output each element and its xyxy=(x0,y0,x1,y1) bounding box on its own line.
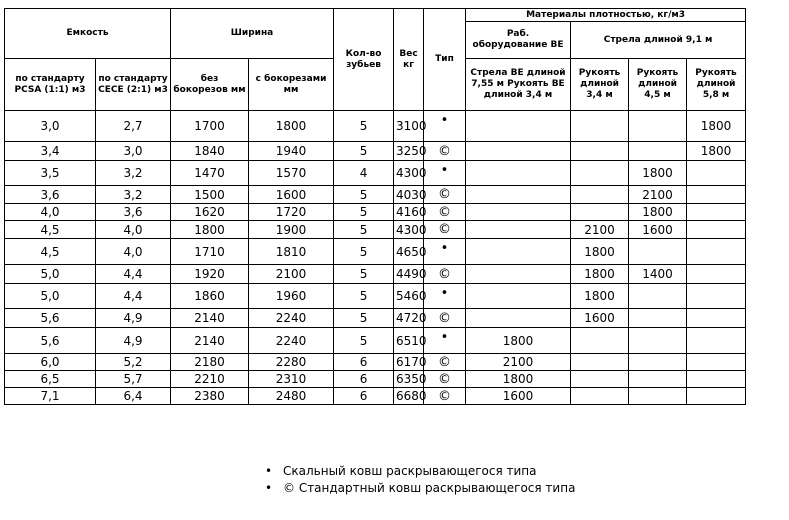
cell-arm-3-4 xyxy=(571,142,629,161)
cell-weight: 4300 xyxy=(394,221,424,239)
header-boom-7-55: Стрела ВЕ длиной 7,55 м Рукоять ВЕ длиной 3,4 м xyxy=(466,59,571,111)
cell-capacity-pcsa: 5,0 xyxy=(5,265,96,284)
cell-width-no-cutters: 2380 xyxy=(171,388,249,405)
cell-width-with-cutters: 2480 xyxy=(249,388,334,405)
header-capacity: Емкость xyxy=(5,9,171,59)
cell-width-with-cutters: 2310 xyxy=(249,371,334,388)
cell-weight: 6510 xyxy=(394,328,424,354)
cell-type: © xyxy=(424,354,466,371)
cell-arm-3-4: 1800 xyxy=(571,284,629,309)
cell-arm-5-8 xyxy=(687,354,746,371)
cell-arm-5-8 xyxy=(687,161,746,186)
cell-capacity-pcsa: 4,5 xyxy=(5,221,96,239)
header-teeth: Кол-во зубьев xyxy=(334,9,394,111)
cell-type: • xyxy=(424,161,466,186)
cell-width-with-cutters: 2240 xyxy=(249,328,334,354)
cell-capacity-cece: 6,4 xyxy=(96,388,171,405)
cell-capacity-cece: 4,4 xyxy=(96,265,171,284)
cell-work-equipment xyxy=(466,161,571,186)
cell-width-with-cutters: 1720 xyxy=(249,204,334,221)
header-materials: Материалы плотностью, кг/м3 xyxy=(466,9,746,22)
cell-teeth: 5 xyxy=(334,309,394,328)
cell-weight: 4160 xyxy=(394,204,424,221)
cell-arm-3-4 xyxy=(571,161,629,186)
cell-width-with-cutters: 2280 xyxy=(249,354,334,371)
cell-arm-3-4: 2100 xyxy=(571,221,629,239)
table-row xyxy=(5,186,746,204)
cell-work-equipment xyxy=(466,309,571,328)
cell-teeth: 5 xyxy=(334,284,394,309)
cell-type: • xyxy=(424,239,466,265)
cell-arm-4-5 xyxy=(629,328,687,354)
cell-weight: 5460 xyxy=(394,284,424,309)
legend-text: Скальный ковш раскрывающегося типа xyxy=(283,464,537,478)
cell-teeth: 6 xyxy=(334,354,394,371)
cell-capacity-pcsa: 7,1 xyxy=(5,388,96,405)
cell-weight: 4030 xyxy=(394,186,424,204)
cell-width-no-cutters: 2140 xyxy=(171,309,249,328)
bullet-icon: • xyxy=(265,464,273,478)
cell-weight: 6680 xyxy=(394,388,424,405)
cell-width-no-cutters: 1620 xyxy=(171,204,249,221)
cell-arm-5-8 xyxy=(687,221,746,239)
table-row xyxy=(5,221,746,239)
cell-arm-3-4 xyxy=(571,204,629,221)
cell-arm-3-4 xyxy=(571,328,629,354)
cell-width-with-cutters: 1960 xyxy=(249,284,334,309)
cell-work-equipment xyxy=(466,142,571,161)
cell-capacity-cece: 4,9 xyxy=(96,328,171,354)
cell-arm-4-5: 1800 xyxy=(629,204,687,221)
table-row xyxy=(5,161,746,186)
cell-type: © xyxy=(424,142,466,161)
cell-teeth: 5 xyxy=(334,142,394,161)
cell-arm-5-8 xyxy=(687,371,746,388)
cell-arm-3-4 xyxy=(571,111,629,142)
cell-arm-3-4 xyxy=(571,371,629,388)
cell-work-equipment xyxy=(466,111,571,142)
table-row xyxy=(5,239,746,265)
cell-capacity-cece: 3,6 xyxy=(96,204,171,221)
cell-capacity-cece: 3,2 xyxy=(96,186,171,204)
cell-capacity-pcsa: 3,0 xyxy=(5,111,96,142)
cell-capacity-pcsa: 3,5 xyxy=(5,161,96,186)
header-with-cutters: с бокорезами мм xyxy=(249,59,334,111)
cell-teeth: 5 xyxy=(334,328,394,354)
header-arm-4-5: Рукоять длиной 4,5 м xyxy=(629,59,687,111)
header-type: Тип xyxy=(424,9,466,111)
cell-arm-4-5: 1800 xyxy=(629,161,687,186)
header-no-cutters: без бокорезов мм xyxy=(171,59,249,111)
cell-arm-5-8 xyxy=(687,265,746,284)
cell-arm-4-5 xyxy=(629,371,687,388)
cell-type: © xyxy=(424,265,466,284)
cell-arm-4-5 xyxy=(629,284,687,309)
cell-teeth: 5 xyxy=(334,186,394,204)
cell-arm-5-8 xyxy=(687,328,746,354)
cell-arm-4-5 xyxy=(629,388,687,405)
cell-capacity-cece: 4,9 xyxy=(96,309,171,328)
cell-width-no-cutters: 1800 xyxy=(171,221,249,239)
legend-item-standard-bucket xyxy=(265,480,575,497)
cell-work-equipment xyxy=(466,186,571,204)
header-width: Ширина xyxy=(171,9,334,59)
bullet-icon: • xyxy=(265,481,273,495)
cell-capacity-pcsa: 5,0 xyxy=(5,284,96,309)
cell-arm-5-8 xyxy=(687,388,746,405)
cell-work-equipment xyxy=(466,204,571,221)
cell-type: © xyxy=(424,309,466,328)
cell-arm-5-8 xyxy=(687,309,746,328)
cell-width-no-cutters: 1710 xyxy=(171,239,249,265)
table-row xyxy=(5,328,746,354)
cell-arm-4-5 xyxy=(629,354,687,371)
header-cece: по стандарту CECE (2:1) м3 xyxy=(96,59,171,111)
table-row xyxy=(5,111,746,142)
header-arm-3-4: Рукоять длиной 3,4 м xyxy=(571,59,629,111)
cell-type: © xyxy=(424,204,466,221)
cell-capacity-cece: 3,2 xyxy=(96,161,171,186)
table-row xyxy=(5,388,746,405)
cell-arm-3-4: 1600 xyxy=(571,309,629,328)
cell-capacity-cece: 3,0 xyxy=(96,142,171,161)
table-row xyxy=(5,265,746,284)
cell-type: © xyxy=(424,221,466,239)
cell-width-no-cutters: 2140 xyxy=(171,328,249,354)
cell-arm-5-8: 1800 xyxy=(687,142,746,161)
cell-width-with-cutters: 1570 xyxy=(249,161,334,186)
cell-teeth: 5 xyxy=(334,204,394,221)
cell-width-no-cutters: 1700 xyxy=(171,111,249,142)
cell-arm-4-5 xyxy=(629,111,687,142)
cell-arm-3-4 xyxy=(571,186,629,204)
header-arm-5-8: Рукоять длиной 5,8 м xyxy=(687,59,746,111)
cell-capacity-pcsa: 5,6 xyxy=(5,328,96,354)
header-weight: Вес кг xyxy=(394,9,424,111)
cell-type: © xyxy=(424,371,466,388)
cell-width-with-cutters: 2100 xyxy=(249,265,334,284)
cell-teeth: 5 xyxy=(334,239,394,265)
cell-capacity-cece: 5,2 xyxy=(96,354,171,371)
cell-width-with-cutters: 1800 xyxy=(249,111,334,142)
cell-work-equipment: 2100 xyxy=(466,354,571,371)
cell-arm-4-5: 2100 xyxy=(629,186,687,204)
cell-width-no-cutters: 2180 xyxy=(171,354,249,371)
cell-weight: 3100 xyxy=(394,111,424,142)
cell-work-equipment xyxy=(466,239,571,265)
cell-arm-4-5 xyxy=(629,239,687,265)
cell-type: • xyxy=(424,328,466,354)
cell-arm-4-5: 1600 xyxy=(629,221,687,239)
cell-width-no-cutters: 1470 xyxy=(171,161,249,186)
table-body xyxy=(5,111,746,405)
cell-arm-3-4: 1800 xyxy=(571,239,629,265)
cell-work-equipment xyxy=(466,221,571,239)
cell-width-no-cutters: 1500 xyxy=(171,186,249,204)
cell-work-equipment: 1600 xyxy=(466,388,571,405)
cell-capacity-cece: 4,0 xyxy=(96,239,171,265)
cell-arm-5-8: 1800 xyxy=(687,111,746,142)
cell-type: © xyxy=(424,186,466,204)
cell-arm-5-8 xyxy=(687,186,746,204)
table-row xyxy=(5,309,746,328)
cell-capacity-cece: 5,7 xyxy=(96,371,171,388)
cell-teeth: 5 xyxy=(334,221,394,239)
cell-capacity-cece: 2,7 xyxy=(96,111,171,142)
header-boom-9-1: Стрела длиной 9,1 м xyxy=(571,22,746,59)
cell-weight: 4490 xyxy=(394,265,424,284)
cell-type: © xyxy=(424,388,466,405)
table-row xyxy=(5,284,746,309)
cell-width-no-cutters: 1840 xyxy=(171,142,249,161)
cell-weight: 6170 xyxy=(394,354,424,371)
header-pcsa: по стандарту PCSA (1:1) м3 xyxy=(5,59,96,111)
cell-width-with-cutters: 2240 xyxy=(249,309,334,328)
cell-capacity-pcsa: 6,0 xyxy=(5,354,96,371)
table-row xyxy=(5,354,746,371)
cell-weight: 4300 xyxy=(394,161,424,186)
legend xyxy=(265,463,575,497)
cell-type: • xyxy=(424,284,466,309)
cell-capacity-pcsa: 6,5 xyxy=(5,371,96,388)
cell-arm-5-8 xyxy=(687,204,746,221)
cell-weight: 6350 xyxy=(394,371,424,388)
cell-capacity-pcsa: 3,6 xyxy=(5,186,96,204)
cell-weight: 4720 xyxy=(394,309,424,328)
cell-work-equipment: 1800 xyxy=(466,328,571,354)
cell-width-no-cutters: 1860 xyxy=(171,284,249,309)
cell-teeth: 5 xyxy=(334,111,394,142)
cell-work-equipment: 1800 xyxy=(466,371,571,388)
cell-weight: 3250 xyxy=(394,142,424,161)
cell-arm-5-8 xyxy=(687,239,746,265)
cell-teeth: 6 xyxy=(334,371,394,388)
cell-capacity-pcsa: 4,0 xyxy=(5,204,96,221)
cell-capacity-cece: 4,4 xyxy=(96,284,171,309)
cell-type: • xyxy=(424,111,466,142)
cell-capacity-pcsa: 3,4 xyxy=(5,142,96,161)
cell-width-no-cutters: 1920 xyxy=(171,265,249,284)
cell-arm-3-4 xyxy=(571,354,629,371)
cell-work-equipment xyxy=(466,284,571,309)
table-row xyxy=(5,204,746,221)
cell-width-no-cutters: 2210 xyxy=(171,371,249,388)
cell-weight: 4650 xyxy=(394,239,424,265)
cell-width-with-cutters: 1940 xyxy=(249,142,334,161)
cell-teeth: 5 xyxy=(334,265,394,284)
cell-arm-3-4 xyxy=(571,388,629,405)
cell-width-with-cutters: 1600 xyxy=(249,186,334,204)
header-work-equipment: Раб. оборудование ВЕ xyxy=(466,22,571,59)
cell-teeth: 6 xyxy=(334,388,394,405)
cell-capacity-pcsa: 5,6 xyxy=(5,309,96,328)
cell-width-with-cutters: 1810 xyxy=(249,239,334,265)
cell-arm-3-4: 1800 xyxy=(571,265,629,284)
cell-arm-4-5 xyxy=(629,142,687,161)
cell-width-with-cutters: 1900 xyxy=(249,221,334,239)
cell-teeth: 4 xyxy=(334,161,394,186)
cell-capacity-pcsa: 4,5 xyxy=(5,239,96,265)
bucket-spec-table xyxy=(4,8,746,405)
cell-capacity-cece: 4,0 xyxy=(96,221,171,239)
table-row xyxy=(5,371,746,388)
table-row xyxy=(5,142,746,161)
cell-arm-5-8 xyxy=(687,284,746,309)
cell-arm-4-5: 1400 xyxy=(629,265,687,284)
legend-text: © Стандартный ковш раскрывающегося типа xyxy=(283,481,576,495)
cell-work-equipment xyxy=(466,265,571,284)
legend-item-rock-bucket xyxy=(265,463,575,480)
cell-arm-4-5 xyxy=(629,309,687,328)
